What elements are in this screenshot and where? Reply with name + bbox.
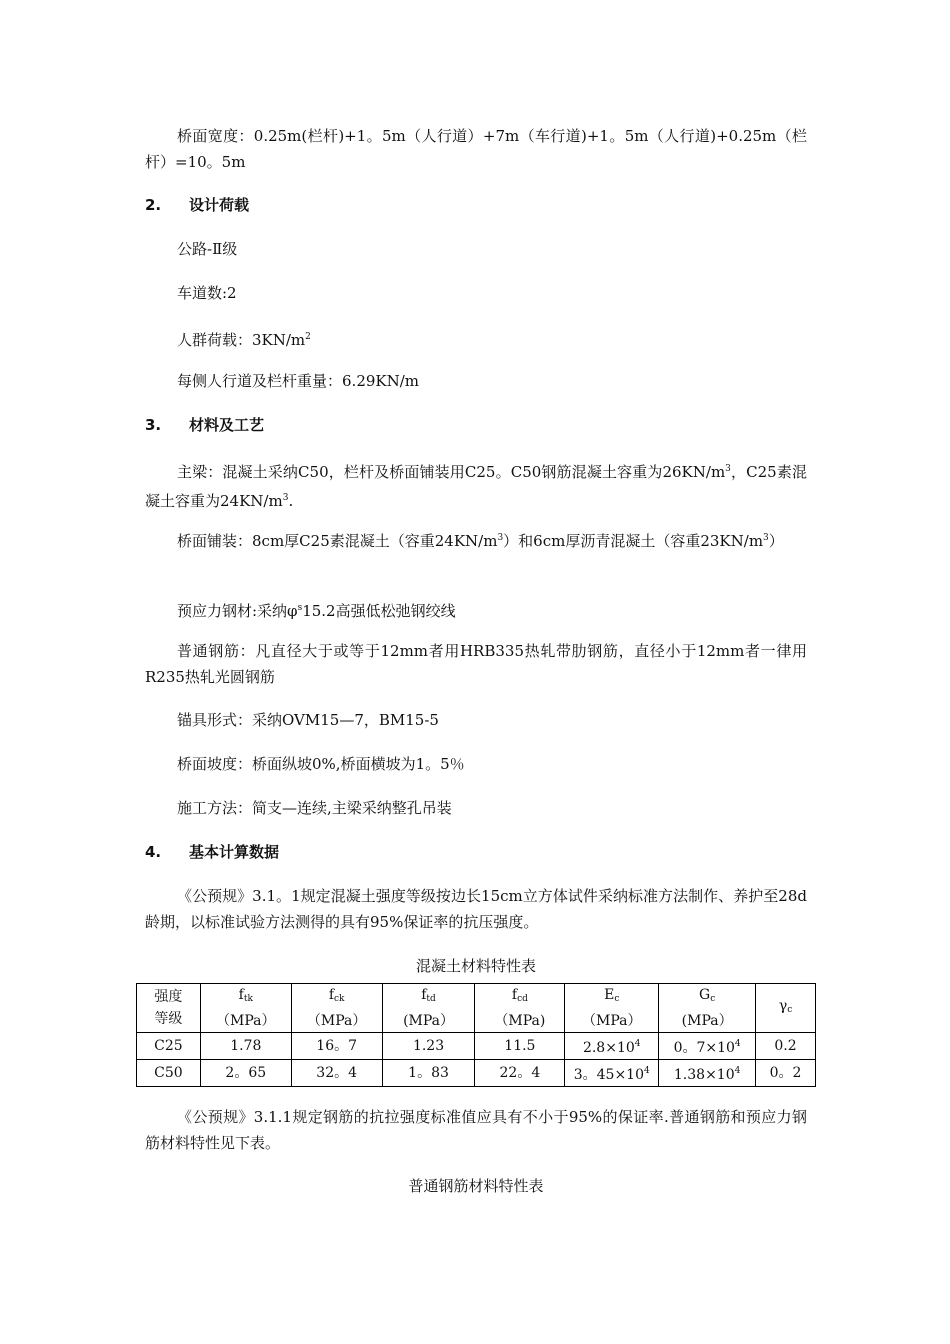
superscript: 3 xyxy=(725,464,731,474)
header-gamma xyxy=(756,984,816,1033)
cell-ftd: 1.23 xyxy=(382,1033,475,1060)
cell-gc xyxy=(659,1033,756,1060)
exponent: 4 xyxy=(634,1039,641,1049)
cell-grade: C25 xyxy=(137,1033,201,1060)
table-row xyxy=(137,1033,816,1060)
header-ec xyxy=(565,984,659,1033)
unit: （MPa） xyxy=(216,1013,276,1029)
cell-ftk: 1.78 xyxy=(200,1033,291,1060)
subscript: tk xyxy=(243,994,253,1004)
symbol: f xyxy=(238,987,244,1003)
cell-ec xyxy=(565,1060,659,1087)
superscript: 3 xyxy=(497,533,504,543)
unit: (MPa） xyxy=(403,1013,454,1029)
subscript: c xyxy=(787,1005,793,1015)
text: 主梁：混凝土采纳C50，栏杆及桥面铺装用C25。C50钢筋混凝土容重为26KN/m xyxy=(177,463,726,481)
header-fcd xyxy=(475,984,565,1033)
cell-ec xyxy=(565,1033,659,1060)
section-heading-3 xyxy=(145,415,264,435)
steel-table-caption: 普通钢筋材料特性表 xyxy=(408,1177,544,1195)
cell-gc xyxy=(659,1060,756,1087)
superscript: 3 xyxy=(282,493,289,503)
concrete-code-paragraph: 《公预规》3.1。1规定混凝土强度等级按边长15cm立方体试件采纳标准方法制作、养护至28d龄期，以标准试验方法测得的具有95%保证率的抗压强度。 xyxy=(145,887,807,931)
anchor-paragraph: 锚具形式：采纳OVM15—7，BM15-5 xyxy=(177,711,439,729)
text: 预应力钢材:采纳φ xyxy=(177,602,298,620)
value: 2.8×10 xyxy=(582,1040,635,1056)
subscript: c xyxy=(710,994,716,1004)
text: ） xyxy=(768,532,784,550)
section-number: 2. xyxy=(145,196,162,214)
prestress-paragraph xyxy=(145,595,807,624)
header-gc xyxy=(659,984,756,1033)
section-title: 设计荷载 xyxy=(189,196,250,214)
value: 1.38×10 xyxy=(673,1067,735,1083)
main-girder-paragraph xyxy=(145,456,807,514)
subscript: cd xyxy=(517,994,528,1004)
header-ftk xyxy=(200,984,291,1033)
cell-gamma: 0。2 xyxy=(756,1060,816,1087)
symbol: γ xyxy=(778,998,788,1014)
superscript: 3 xyxy=(763,533,769,543)
sidewalk-weight: 每侧人行道及栏杆重量：6.29KN/m xyxy=(177,372,420,390)
deck-paving-paragraph xyxy=(145,525,807,554)
load-level: 公路-Ⅱ级 xyxy=(177,240,238,258)
steel-code-paragraph: 《公预规》3.1.1规定钢筋的抗拉强度标准值应具有不小于95%的保证率.普通钢筋和预应力钢筋材料特性见下表。 xyxy=(145,1108,807,1152)
table-row xyxy=(137,1060,816,1087)
cell-ftd: 1。83 xyxy=(382,1060,475,1087)
exponent: 4 xyxy=(644,1066,650,1076)
exponent: 4 xyxy=(734,1066,741,1076)
section-heading-2 xyxy=(145,195,249,215)
superscript: s xyxy=(297,603,303,613)
superscript: 2 xyxy=(305,332,311,342)
symbol: f xyxy=(421,987,427,1003)
rebar-paragraph: 普通钢筋：凡直径大于或等于12mm者用HRB335热轧带肋钢筋，直径小于12mm者一律用R235热轧光圆钢筋 xyxy=(145,642,807,686)
symbol: E xyxy=(604,987,615,1003)
subscript: c xyxy=(614,994,620,1004)
section-title: 材料及工艺 xyxy=(189,416,265,434)
subscript: ck xyxy=(334,994,345,1004)
concrete-table-caption: 混凝土材料特性表 xyxy=(415,957,536,975)
crowd-load-text: 人群荷载：3KN/m xyxy=(177,331,306,349)
table-header-row xyxy=(137,984,816,1033)
subscript: td xyxy=(426,994,436,1004)
unit: （MPa） xyxy=(581,1013,642,1029)
text: 15.2高强低松弛钢绞线 xyxy=(302,602,456,620)
text: 桥面铺装：8cm厚C25素混凝土（容重24KN/m xyxy=(177,532,498,550)
exponent: 4 xyxy=(734,1039,741,1049)
symbol: f xyxy=(511,987,518,1003)
slope-paragraph: 桥面坡度：桥面纵坡0%,桥面横坡为1。5％ xyxy=(177,755,465,773)
section-title: 基本计算数据 xyxy=(189,843,280,861)
cell-fcd: 11.5 xyxy=(475,1033,565,1060)
unit: （MPa) xyxy=(494,1013,546,1029)
lane-count: 车道数:2 xyxy=(177,284,237,302)
value: 0。7×10 xyxy=(673,1040,735,1056)
bridge-width-paragraph: 桥面宽度：0.25m(栏杆)+1。5m（人行道）+7m（车行道)+1。5m（人行道)+0.25m（栏杆）=10。5m xyxy=(145,127,807,171)
construction-method-paragraph: 施工方法：简支—连续,主梁采纳整孔吊装 xyxy=(177,799,452,817)
header-fck xyxy=(291,984,382,1033)
value: 3。45×10 xyxy=(573,1067,644,1083)
crowd-load xyxy=(145,324,807,353)
concrete-properties-table xyxy=(136,983,816,1087)
unit: (MPa） xyxy=(681,1013,733,1029)
symbol: G xyxy=(699,987,711,1003)
cell-gamma: 0.2 xyxy=(756,1033,816,1060)
cell-fcd: 22。4 xyxy=(475,1060,565,1087)
cell-fck: 32。4 xyxy=(291,1060,382,1087)
symbol: f xyxy=(328,987,335,1003)
header-text: 强度 xyxy=(154,989,183,1005)
cell-fck: 16。7 xyxy=(291,1033,382,1060)
cell-grade: C50 xyxy=(137,1060,201,1087)
header-grade xyxy=(137,984,201,1033)
header-text: 等级 xyxy=(154,1011,183,1027)
cell-ftk: 2。65 xyxy=(200,1060,291,1087)
text: . xyxy=(288,492,294,510)
section-heading-4 xyxy=(145,842,279,862)
text: ）和6cm厚沥青混凝土（容重23KN/m xyxy=(503,532,764,550)
unit: （MPa） xyxy=(306,1013,367,1029)
section-number: 3. xyxy=(145,416,162,434)
text: ，C25素混凝土容重为24KN/m xyxy=(145,463,807,510)
section-number: 4. xyxy=(145,843,162,861)
header-ftd xyxy=(382,984,475,1033)
